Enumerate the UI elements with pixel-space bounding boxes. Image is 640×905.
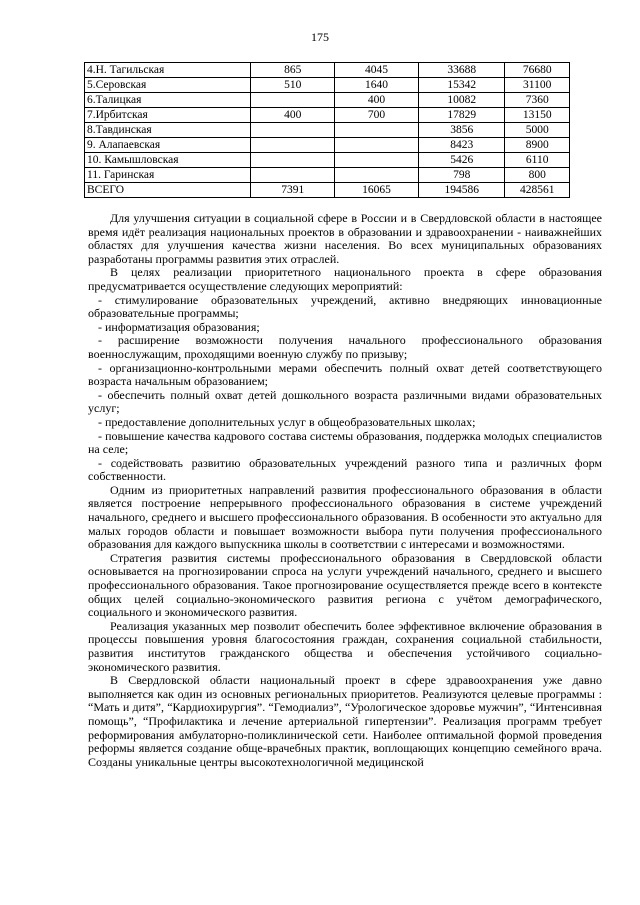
table-cell: 428561 bbox=[505, 183, 570, 198]
table-cell: 11. Гаринская bbox=[85, 168, 251, 183]
bullet-item: - обеспечить полный охват детей дошкольного возраста различными видами образовательных услуг; bbox=[88, 387, 602, 416]
paragraph: В целях реализации приоритетного национального проекта в сфере образования предусматривается осуществление следующих мероприятий: bbox=[88, 265, 602, 293]
table-row bbox=[85, 168, 570, 183]
table-row bbox=[85, 63, 570, 78]
table-cell: 8900 bbox=[505, 138, 570, 153]
table-cell: 7360 bbox=[505, 93, 570, 108]
bullet-item: - повышение качества кадрового состава системы образования, поддержка молодых специалистов на селе; bbox=[88, 428, 602, 457]
table-cell bbox=[251, 153, 335, 168]
table-row bbox=[85, 93, 570, 108]
table-cell: 800 bbox=[505, 168, 570, 183]
table-cell: 15342 bbox=[419, 78, 505, 93]
table-cell: 33688 bbox=[419, 63, 505, 78]
table-cell: 5.Серовская bbox=[85, 78, 251, 93]
table-cell bbox=[251, 138, 335, 153]
table-cell: 510 bbox=[251, 78, 335, 93]
table-cell: 3856 bbox=[419, 123, 505, 138]
table-cell: 10. Камышловская bbox=[85, 153, 251, 168]
bullet-item: - содействовать развитию образовательных учреждений разного типа и различных форм собственности. bbox=[88, 455, 602, 484]
table-cell bbox=[251, 123, 335, 138]
table-cell bbox=[251, 93, 335, 108]
table-cell: 865 bbox=[251, 63, 335, 78]
table-cell: 76680 bbox=[505, 63, 570, 78]
data-table bbox=[84, 62, 570, 198]
table-cell: 194586 bbox=[419, 183, 505, 198]
table-cell bbox=[334, 123, 418, 138]
table-row bbox=[85, 183, 570, 198]
table-row bbox=[85, 153, 570, 168]
paragraph: Реализация указанных мер позволит обеспечить более эффективное включение образования в процессы повышения уровня благосостояния граждан, сохранения социальной стабильности, развития институтов гражданского общества и обеспечения устойчивого социально-экономического развития. bbox=[88, 618, 602, 674]
table-cell bbox=[334, 168, 418, 183]
table-cell bbox=[334, 153, 418, 168]
paragraph: Для улучшения ситуации в социальной сфере в России и в Свердловской области в настоящее время идёт реализация национальных проектов в образовании и здравоохранении - наиважнейших областях для улучшения качества жизни населения. Во всех муниципальных образованиях разработаны программы развития этих отраслей. bbox=[88, 211, 602, 266]
table-cell: 7391 bbox=[251, 183, 335, 198]
table-cell: 4.Н. Тагильская bbox=[85, 63, 251, 78]
table-cell: 798 bbox=[419, 168, 505, 183]
table-cell: 6.Талицкая bbox=[85, 93, 251, 108]
paragraph: В Свердловской области национальный проект в сфере здравоохранения уже давно выполняется как один из основных региональных приоритетов. Реализуются целевые программы : “Мать и дитя”, “Кардиохирургия”. “Гемодиализ”, “Урологическое здоровье мужчин”, “Интенсивная помощь”, “Профилактика и лечение артериальной гипертензии”. Реализация программ требует реформирования амбулаторно-поликлинической сети. Наиболее оптимальной формой проведения реформы является создание обще-врачебных практик, воплощающих концепцию семейного врача. Созданы уникальные центры высокотехнологичной медицинской bbox=[88, 673, 602, 769]
table-cell: 9. Алапаевская bbox=[85, 138, 251, 153]
table-cell: 400 bbox=[251, 108, 335, 123]
table-cell: 1640 bbox=[334, 78, 418, 93]
table-cell: 5426 bbox=[419, 153, 505, 168]
table-row bbox=[85, 108, 570, 123]
bullet-item: - информатизация образования; bbox=[98, 319, 260, 334]
table-cell bbox=[251, 168, 335, 183]
table-cell: 5000 bbox=[505, 123, 570, 138]
table-cell: 8423 bbox=[419, 138, 505, 153]
table-cell: 4045 bbox=[334, 63, 418, 78]
page-number: 175 bbox=[311, 30, 329, 44]
paragraph: Одним из приоритетных направлений развития профессионального образования в области является построение непрерывного профессионального образования в системе учреждений начального, среднего и высшего профессионального образования. В особенности это актуально для малых городов области и повышает возможности выбора пути получения профессионального образования для каждого выпускника школы в соответствии с интересами и возможностями. bbox=[88, 482, 602, 552]
table-cell: 17829 bbox=[419, 108, 505, 123]
table-cell: 16065 bbox=[334, 183, 418, 198]
paragraph: Стратегия развития системы профессионального образования в Свердловской области основывается на прогнозировании спроса на услуги учреждений начального, среднего и высшего профессионального образования. Такое прогнозирование осуществляется прежде всего в контексте общих целей социально-экономического развития региона с учётом демографического, социального и экономического развития. bbox=[88, 550, 602, 620]
table-cell: 31100 bbox=[505, 78, 570, 93]
table-cell: 8.Тавдинская bbox=[85, 123, 251, 138]
table-cell: ВСЕГО bbox=[85, 183, 251, 198]
table-row bbox=[85, 138, 570, 153]
table-cell: 400 bbox=[334, 93, 418, 108]
bullet-item: - предоставление дополнительных услуг в общеобразовательных школах; bbox=[98, 414, 476, 429]
text-body bbox=[88, 212, 602, 769]
table-row bbox=[85, 78, 570, 93]
table-cell: 13150 bbox=[505, 108, 570, 123]
bullet-item: - стимулирование образовательных учреждений, активно внедряющих инновационные образовательные программы; bbox=[88, 292, 602, 321]
table-cell: 700 bbox=[334, 108, 418, 123]
table-cell: 10082 bbox=[419, 93, 505, 108]
table-row bbox=[85, 123, 570, 138]
table-cell bbox=[334, 138, 418, 153]
bullet-item: - организационно-контрольными мерами обеспечить полный охват детей соответствующего возраста начальным образованием; bbox=[88, 360, 602, 389]
table-cell: 7.Ирбитская bbox=[85, 108, 251, 123]
table-cell: 6110 bbox=[505, 153, 570, 168]
bullet-item: - расширение возможности получения начального профессионального образования военнослужащим, проходящими военную службу по призыву; bbox=[88, 333, 602, 361]
